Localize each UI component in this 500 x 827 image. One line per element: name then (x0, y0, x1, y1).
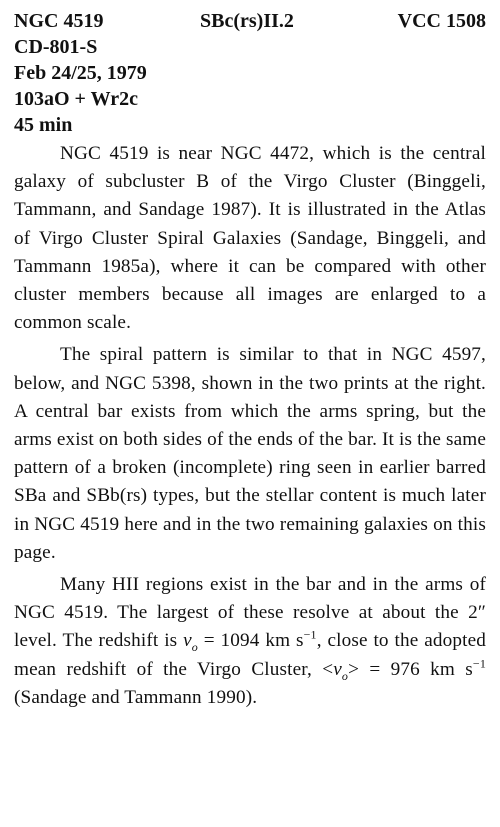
paragraph-2: The spiral pattern is similar to that in NGC 4597, below, and NGC 5398, shown in the two prints at the right. A central bar exists from which the arms spring, but the arms exist on both sides of the ends of the bar. It is the same pattern of a broken (incomplete) ring seen in earlier barred SBa and SBb(rs) types, but the stellar content is much later in NGC 4519 here and in the two remaining galaxies on this page. (14, 344, 486, 563)
page (14, 8, 486, 712)
p3-velocity-subscript: o (191, 640, 198, 655)
p3-text-c: , close to the adopted mean redshift of the Virgo Cluster, < (14, 630, 486, 680)
p3-velocity-symbol: v (183, 630, 192, 652)
p3-mean-velocity-symbol: v (333, 658, 342, 680)
catalog-id: VCC 1508 (397, 10, 486, 32)
p3-text-e: (Sandage and Tammann 1990). (14, 686, 258, 708)
galaxy-type: SBc(rs)II.2 (200, 10, 294, 32)
observation-date: Feb 24/25, 1979 (14, 62, 147, 84)
exposure-time: 45 min (14, 114, 73, 136)
header-row (14, 8, 486, 34)
p3-text-b: = 1094 km s (197, 630, 304, 652)
p3-unit-exponent-2: −1 (472, 656, 486, 671)
plate-number: CD-801-S (14, 36, 98, 58)
p3-text-d: > = 976 km s (348, 658, 473, 680)
galaxy-name: NGC 4519 (14, 10, 104, 32)
emulsion-filter: 103aO + Wr2c (14, 88, 138, 110)
p3-mean-velocity-subscript: o (341, 668, 349, 683)
p3-text-a: Many HII regions exist in the bar and in the arms of NGC 4519. The largest of these resolve at about the 2″ level. The redshift is (14, 574, 486, 652)
paragraph-1: NGC 4519 is near NGC 4472, which is the central galaxy of subcluster B of the Virgo Cluster (Binggeli, Tammann, and Sandage 1987). It is illustrated in the Atlas of Virgo Cluster Spiral Galaxies (Sandage, Binggeli, and Tammann 1985a), where it can be compared with other cluster members because all images are enlarged to a common scale. (14, 143, 486, 334)
paragraph-3 (14, 571, 486, 712)
p3-unit-exponent-1: −1 (303, 628, 317, 643)
